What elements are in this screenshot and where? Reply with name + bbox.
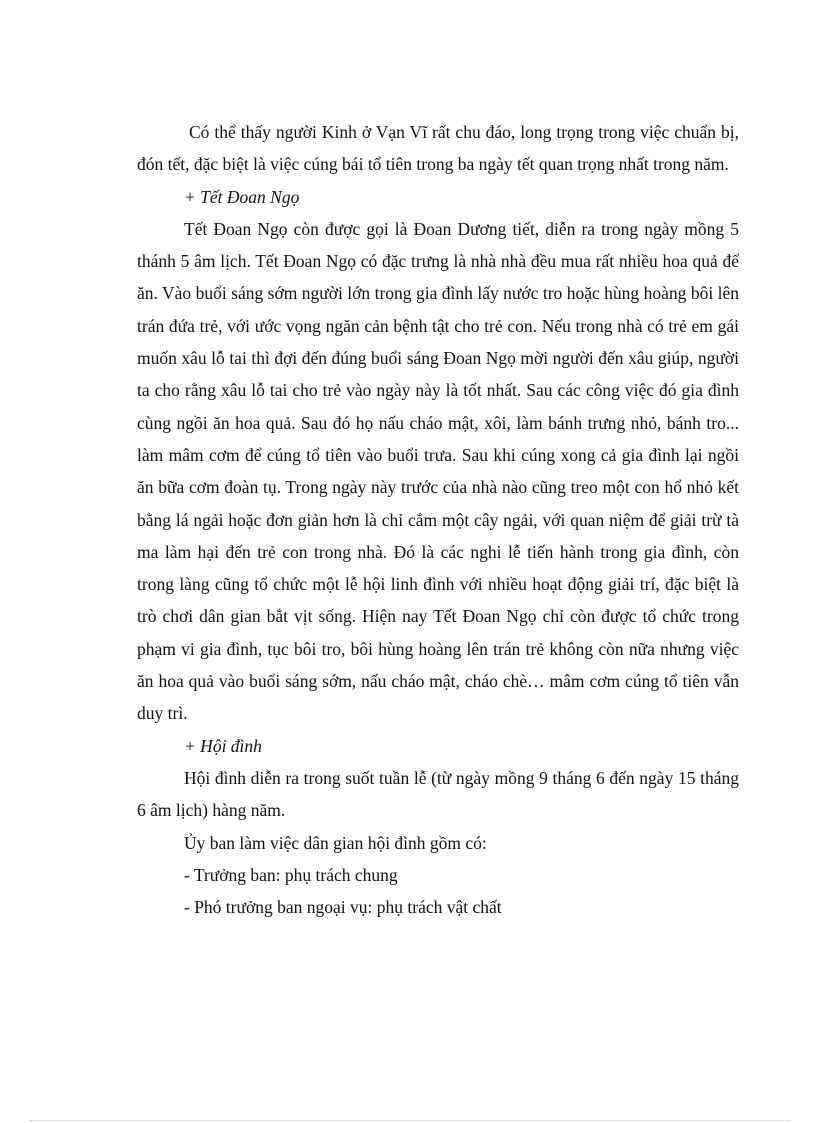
heading-hoi-dinh: + Hội đình — [184, 735, 262, 756]
heading-tet-doan-ngo: + Tết Đoan Ngọ — [184, 186, 300, 207]
paragraph-hoi-dinh: Hội đình diễn ra trong suốt tuần lễ (từ ngày mồng 9 tháng 6 đến ngày 15 tháng 6 âm lịch) hàng năm. — [137, 767, 739, 821]
list-item-pho-truong-ban: - Phó trưởng ban ngoại vụ: phụ trách vật chất — [184, 897, 502, 918]
document-body — [137, 116, 739, 923]
paragraph-uy-ban: Ủy ban làm việc dân gian hội đình gồm có: — [184, 832, 487, 853]
list-item-truong-ban: - Trưởng ban: phụ trách chung — [184, 864, 398, 885]
page-bottom-divider — [30, 1120, 790, 1121]
paragraph-intro: Có thể thấy người Kinh ở Vạn Vĩ rất chu đáo, long trọng trong việc chuẩn bị, đón tết, đặc biệt là việc cúng bái tổ tiên trong ba ngày tết quan trọng nhất trong năm. — [137, 122, 739, 175]
paragraph-tet-doan-ngo: Tết Đoan Ngọ còn được gọi là Đoan Dương tiết, diễn ra trong ngày mồng 5 thánh 5 âm lịch. Tết Đoan Ngọ có đặc trưng là nhà nhà đều mua rất nhiều hoa quả để ăn. Vào buổi sáng sớm người lớn trong gia đình lấy nước tro hoặc hùng hoàng bôi lên trán đứa trẻ, với ước vọng ngăn cản bệnh tật cho trẻ con. Nếu trong nhà có trẻ em gái muốn xâu lỗ tai thì đợi đến đúng buổi sáng Đoan Ngọ mời người đến xâu giúp, người ta cho rằng xâu lỗ tai cho trẻ vào ngày này là tốt nhất. Sau các công việc đó gia đình cùng ngồi ăn hoa quả. Sau đó họ nấu cháo mật, xôi, làm bánh trưng nhỏ, bánh tro... làm mâm cơm để cúng tổ tiên vào buổi trưa. Sau khi cúng xong cả gia đình lại ngồi ăn bữa cơm đoàn tụ. Trong ngày này trước của nhà nào cũng treo một con hổ nhỏ kết bằng lá ngải hoặc đơn giản hơn là chỉ cắm một cây ngải, với quan niệm để giải trừ tà ma làm hại đến trẻ con trong nhà. Đó là các nghi lễ tiến hành trong gia đình, còn trong làng cũng tổ chức một lễ hội linh đình với nhiều hoạt động giải trí, đặc biệt là trò chơi dân gian bắt vịt sống. Hiện nay Tết Đoan Ngọ chỉ còn được tổ chức trong phạm vi gia đình, tục bôi tro, bôi hùng hoàng lên trán trẻ không còn nữa nhưng việc ăn hoa quả vào buổi sáng sớm, nấu cháo mật, cháo chè… mâm cơm cúng tổ tiên vẫn duy trì. — [137, 218, 739, 724]
